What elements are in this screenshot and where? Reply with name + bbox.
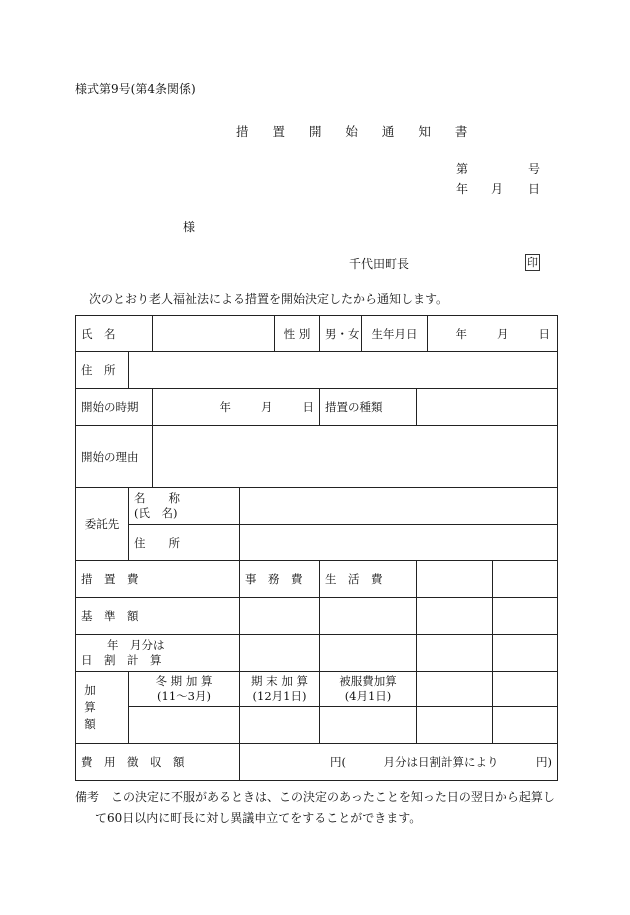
row-addition-values xyxy=(76,707,558,744)
prorate-blank-1[interactable] xyxy=(417,635,493,672)
row-standard xyxy=(76,598,558,635)
start-time-label: 開始の時期 xyxy=(76,389,153,426)
prorate-label: 年 月分は 日 割 計 算 xyxy=(76,635,240,672)
notice-table xyxy=(75,315,558,781)
row-costs-header xyxy=(76,561,558,598)
office-cost-label: 事 務 費 xyxy=(240,561,320,598)
clothing-value[interactable] xyxy=(320,707,417,744)
standard-label: 基 準 額 xyxy=(76,598,240,635)
row-trustee-name xyxy=(76,488,558,525)
number-suffix: 号 xyxy=(528,162,541,176)
living-cost-label: 生 活 費 xyxy=(320,561,417,598)
date-day: 日 xyxy=(528,182,541,196)
prorate-living[interactable] xyxy=(320,635,417,672)
row-addition-header xyxy=(76,672,558,707)
addition-blank-1[interactable] xyxy=(417,672,493,707)
trustee-name-label: 名 称 (氏 名) xyxy=(129,488,240,525)
collection-note: 月分は日割計算により xyxy=(383,755,499,769)
issuer: 千代田町長 xyxy=(349,257,410,271)
remarks-label: 備考 xyxy=(75,790,100,804)
remarks-line-1: この決定に不服があるときは、この決定のあったことを知った日の翌日から起算し xyxy=(111,790,555,804)
birth-month: 月 xyxy=(497,326,509,341)
number-prefix: 第 xyxy=(456,162,469,176)
standard-blank-1[interactable] xyxy=(417,598,493,635)
remarks-line-2: て60日以内に町長に対し異議申立てをすることができます。 xyxy=(95,811,422,825)
row-name xyxy=(76,316,558,352)
prorate-blank-2[interactable] xyxy=(493,635,558,672)
remarks xyxy=(75,787,560,829)
collection-yen-open: 円( xyxy=(330,755,346,769)
birth-date-field[interactable] xyxy=(428,316,558,352)
birth-year: 年 xyxy=(455,326,467,341)
cost-label: 措 置 費 xyxy=(76,561,240,598)
intro-text: 次のとおり老人福祉法による措置を開始決定したから通知します。 xyxy=(89,292,449,306)
yearend-label: 期 末 加 算 (12月1日) xyxy=(240,672,320,707)
collection-label: 費 用 徴 収 額 xyxy=(76,744,240,781)
row-start-time xyxy=(76,389,558,426)
row-collection xyxy=(76,744,558,781)
recipient-suffix: 様 xyxy=(183,220,196,234)
trustee-label: 委託先 xyxy=(76,488,129,561)
addition-value-1[interactable] xyxy=(417,707,493,744)
date-month: 月 xyxy=(491,182,504,196)
address-label: 住 所 xyxy=(76,352,129,389)
start-year: 年 xyxy=(219,400,231,414)
addition-label: 加 算 額 xyxy=(76,672,129,744)
row-start-reason xyxy=(76,426,558,488)
row-prorate xyxy=(76,635,558,672)
start-reason-label: 開始の理由 xyxy=(76,426,153,488)
winter-value[interactable] xyxy=(129,707,240,744)
start-date-field[interactable] xyxy=(153,389,320,426)
date-year: 年 xyxy=(456,182,469,196)
blank-col-1[interactable] xyxy=(417,561,493,598)
standard-living[interactable] xyxy=(320,598,417,635)
winter-label: 冬 期 加 算 (11〜3月) xyxy=(129,672,240,707)
document-title: 措 置 開 始 通 知 書 xyxy=(236,124,478,139)
gender-label: 性 別 xyxy=(275,316,320,352)
yearend-value[interactable] xyxy=(240,707,320,744)
trustee-address-field[interactable] xyxy=(240,525,558,561)
name-field[interactable] xyxy=(153,316,275,352)
start-month: 月 xyxy=(261,400,273,414)
prorate-office[interactable] xyxy=(240,635,320,672)
start-day: 日 xyxy=(302,400,314,414)
address-field[interactable] xyxy=(129,352,558,389)
collection-field[interactable] xyxy=(240,744,558,781)
birth-day: 日 xyxy=(538,326,550,341)
addition-value-2[interactable] xyxy=(493,707,558,744)
trustee-address-label: 住 所 xyxy=(129,525,240,561)
name-label-cell: 氏 名 xyxy=(76,316,153,352)
collection-yen-close: 円) xyxy=(536,755,552,769)
row-address xyxy=(76,352,558,389)
start-reason-field[interactable] xyxy=(153,426,558,488)
form-label: 様式第9号(第4条関係) xyxy=(75,82,196,96)
birth-label: 生年月日 xyxy=(362,316,428,352)
measure-type-field[interactable] xyxy=(417,389,558,426)
blank-col-2[interactable] xyxy=(493,561,558,598)
standard-office[interactable] xyxy=(240,598,320,635)
seal-mark: 印 xyxy=(527,256,538,269)
addition-blank-2[interactable] xyxy=(493,672,558,707)
measure-type-label: 措置の種類 xyxy=(320,389,417,426)
row-trustee-address xyxy=(76,525,558,561)
gender-value[interactable]: 男・女 xyxy=(320,316,362,352)
trustee-name-field[interactable] xyxy=(240,488,558,525)
clothing-label: 被服費加算 (4月1日) xyxy=(320,672,417,707)
standard-blank-2[interactable] xyxy=(493,598,558,635)
